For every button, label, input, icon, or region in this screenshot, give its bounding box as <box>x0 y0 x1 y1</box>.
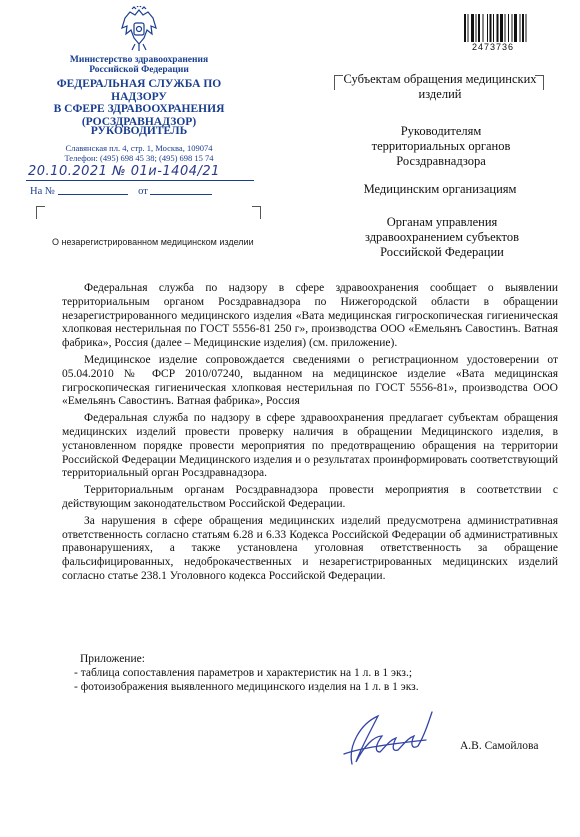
ministry-name: Министерство здравоохранения Российской Федерации <box>69 55 209 75</box>
agency-name: ФЕДЕРАЛЬНАЯ СЛУЖБА ПО НАДЗОРУ В СФЕРЕ ЗДРАВООХРАНЕНИЯ (РОСЗДРАВНАДЗОР) <box>53 78 225 128</box>
handwritten-date-number: 20.10.2021 № 01и-1404/21 <box>28 164 220 179</box>
date-underline <box>26 180 254 181</box>
reply-reference <box>30 186 212 197</box>
reply-prefix: На № <box>30 186 55 197</box>
body-paragraph: Федеральная служба по надзору в сфере здравоохранения сообщает о выявлении территориальным органом Росздравнадзора по Нижегородской области в обращении незарегистрированного медицинского изделия «Вата медицинская гигроскопическая гигиеническая хлопковая нестерильная по ГОСТ 5556-81 250 г», производства ООО «Емельянъ Савостинъ. Ватная фабрика», Россия (далее – Медицинские изделия) (см. приложение). <box>62 282 558 350</box>
barcode-number: 2473736 <box>472 42 515 52</box>
attachments-label: Приложение: <box>80 653 145 665</box>
attachment-item: - фотоизображения выявленного медицинского изделия на 1 л. в 1 экз. <box>74 680 419 693</box>
head-title: РУКОВОДИТЕЛЬ <box>90 125 188 137</box>
addressee-health-authorities: Органам управления здравоохранением субъектов Российской Федерации <box>364 215 519 259</box>
letter-body <box>62 282 558 587</box>
body-paragraph: Медицинское изделие сопровождается сведениями о регистрационном удостоверении от 05.04.2010 № ФСР 2010/07240, выданном на медицинское изделие «Вата медицинская гигроскопическая гигиеническая хлопковая нестерильная по ГОСТ 5556-81», производства ООО «Емельянъ Савостинъ. Ватная фабрика», Россия <box>62 353 558 408</box>
reply-number-line <box>58 194 128 195</box>
addressee-medical-orgs: Медицинским организациям <box>363 182 517 196</box>
body-paragraph: Федеральная служба по надзору в сфере здравоохранения предлагает субъектам обращения медицинских изделий провести проверку наличия в обращении Медицинского изделия, в установленном порядке провести мероприятия по предотвращению обращения на территории Российской Федерации Медицинского изделия и о результатах проинформировать соответствующий территориальный орган Росздравнадзора. <box>62 412 558 480</box>
corner-mark <box>36 206 45 219</box>
coat-of-arms-icon <box>118 6 160 52</box>
letter-subject: О незарегистрированном медицинском изделии <box>52 237 254 247</box>
signature-icon <box>330 706 440 770</box>
addressee-territorial-heads: Руководителям территориальных органов Росздравнадзора <box>371 124 511 168</box>
attachments <box>62 653 558 694</box>
body-paragraph: Территориальным органам Росздравнадзора провести мероприятия в соответствии с действующим законодательством Российской Федерации. <box>62 484 558 510</box>
corner-mark <box>252 206 261 219</box>
addressee-subjects: Субъектам обращения медицинских изделий <box>343 72 537 101</box>
signer-name: А.В. Самойлова <box>460 740 539 752</box>
attachment-item: - таблица сопоставления параметров и характеристик на 1 л. в 1 экз.; <box>74 666 413 679</box>
body-paragraph: За нарушения в сфере обращения медицинских изделий предусмотрена административная ответственность согласно статьям 6.28 и 6.33 Кодекса Российской Федерации об административных правонарушениях, а также установлена уголовная ответственность за обращение фальсифицированных, недоброкачественных и незарегистрированных медицинских изделий согласно статье 238.1 Уголовного кодекса Российской Федерации. <box>62 514 558 582</box>
reply-from: от <box>138 186 148 197</box>
barcode-icon <box>464 14 544 42</box>
reply-date-line <box>150 194 212 195</box>
agency-address: Славянская пл. 4, стр. 1, Москва, 109074 Телефон: (495) 698 45 38; (495) 698 15 74 <box>64 143 214 163</box>
